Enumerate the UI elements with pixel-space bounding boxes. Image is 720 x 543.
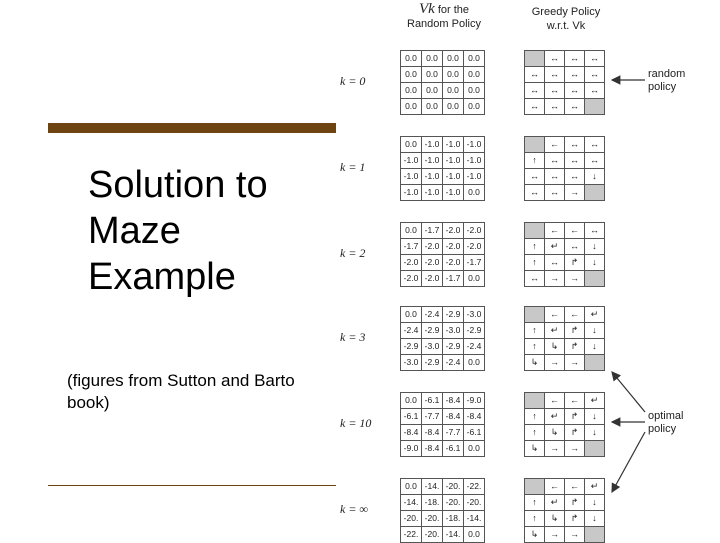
value-cell: -2.9 [401,339,422,355]
policy-cell: ↓ [585,255,605,271]
value-cell: -22. [464,479,485,495]
policy-cell: ↑ [525,323,545,339]
value-cell: -20. [443,479,464,495]
policy-cell: ↵ [585,307,605,323]
policy-cell: ↱ [565,495,585,511]
value-cell: -20. [464,495,485,511]
policy-cell: ↓ [585,169,605,185]
policy-cell: ← [565,479,585,495]
value-cell: 0.0 [464,527,485,543]
k-label: k = ∞ [340,502,368,516]
value-cell: -2.4 [464,339,485,355]
policy-cell: ↔ [545,51,565,67]
value-cell: -1.7 [422,223,443,239]
value-cell: -18. [422,495,443,511]
value-cell: -1.0 [422,169,443,185]
vk-symbol: Vk [418,1,435,17]
value-cell: -1.0 [443,185,464,201]
policy-cell: ↳ [525,441,545,457]
value-cell: -1.0 [401,185,422,201]
value-cell: 0.0 [401,479,422,495]
value-cell: -3.0 [422,339,443,355]
value-cell: -1.0 [422,185,443,201]
value-cell: -1.0 [422,137,443,153]
value-cell: 0.0 [464,185,485,201]
policy-cell: ↓ [585,323,605,339]
value-cell: -7.7 [422,409,443,425]
value-cell: -14. [401,495,422,511]
k-label: k = 10 [340,416,372,430]
value-cell: -1.7 [464,255,485,271]
value-cell: -1.0 [443,137,464,153]
k-label: k = 1 [340,160,366,174]
value-cell: 0.0 [422,99,443,115]
policy-cell: → [565,271,585,287]
policy-cell: ↔ [545,83,565,99]
policy-cell: ↑ [525,153,545,169]
value-cell: 0.0 [464,99,485,115]
policy-cell: ← [565,393,585,409]
value-cell: -6.1 [401,409,422,425]
policy-cell: ↔ [545,255,565,271]
policy-cell: ↔ [565,169,585,185]
value-cell: -2.9 [422,355,443,371]
policy-cell: ↵ [585,393,605,409]
random-policy-note: random policy [648,68,686,93]
policy-cell: ↓ [585,409,605,425]
value-cell: -14. [464,511,485,527]
value-cell: -2.9 [443,307,464,323]
policy-cell: → [565,441,585,457]
value-cell: -9.0 [464,393,485,409]
value-cell: -2.0 [422,255,443,271]
policy-cell: ↔ [585,153,605,169]
value-cell: -22. [401,527,422,543]
value-cell: -6.1 [422,393,443,409]
slide-title: Solution to Maze Example [88,164,268,298]
policy-cell: ↔ [565,67,585,83]
k-label: k = 0 [340,74,366,88]
value-cell: -20. [443,495,464,511]
policy-cell: ↳ [525,355,545,371]
value-cell: 0.0 [464,271,485,287]
policy-cell: ← [565,307,585,323]
policy-cell: ↔ [545,67,565,83]
value-cell: -6.1 [464,425,485,441]
policy-cell: ← [545,137,565,153]
k-label: k = 2 [340,246,366,260]
policy-cell: ↔ [585,67,605,83]
value-cell: -1.0 [443,169,464,185]
value-cell: -2.0 [464,223,485,239]
value-cell: -20. [422,511,443,527]
value-cell: 0.0 [464,51,485,67]
policy-cell: ← [545,393,565,409]
policy-cell: ↓ [585,511,605,527]
policy-cell: ↔ [525,83,545,99]
policy-cell: ↔ [565,137,585,153]
value-cell: -18. [443,511,464,527]
policy-cell: ← [545,307,565,323]
policy-cell: ↳ [525,527,545,543]
policy-cell: ← [545,223,565,239]
value-cell: -8.4 [464,409,485,425]
value-cell: -8.4 [443,409,464,425]
policy-cell: ↑ [525,495,545,511]
value-cell: -1.0 [464,137,485,153]
policy-cell: ↔ [545,153,565,169]
value-cell: -2.9 [443,339,464,355]
value-cell: -2.0 [422,271,443,287]
value-cell: -3.0 [401,355,422,371]
value-cell: 0.0 [401,223,422,239]
values-header-line2: Random Policy [407,18,481,30]
value-cell: 0.0 [401,393,422,409]
policy-cell: ↔ [565,99,585,115]
value-cell: -2.4 [422,307,443,323]
value-cell: -2.4 [443,355,464,371]
k-label: k = 3 [340,330,366,344]
value-cell: -1.7 [401,239,422,255]
value-cell: -1.0 [401,153,422,169]
value-cell: -8.4 [401,425,422,441]
figure-caption: (figures from Sutton and Barto book) [67,371,295,412]
value-cell: -1.0 [464,169,485,185]
value-cell: 0.0 [464,441,485,457]
value-cell: -1.0 [401,169,422,185]
policy-cell: ↑ [525,409,545,425]
policy-cell: ↳ [545,511,565,527]
value-cell: -6.1 [443,441,464,457]
policy-cell: ↵ [545,323,565,339]
policy-cell: ↱ [565,339,585,355]
policy-cell: ↵ [545,409,565,425]
value-cell: -1.0 [443,153,464,169]
value-cell: -2.0 [464,239,485,255]
value-cell: 0.0 [464,355,485,371]
policy-cell: ↔ [585,83,605,99]
policy-cell: ↔ [585,51,605,67]
policy-cell: ↑ [525,511,545,527]
policy-cell: ↔ [545,185,565,201]
policy-cell: ↳ [545,425,565,441]
value-cell: -3.0 [443,323,464,339]
policy-cell: ↔ [525,169,545,185]
policy-cell: ↱ [565,255,585,271]
policy-cell: → [565,355,585,371]
policy-cell: → [545,355,565,371]
policy-cell: ↓ [585,239,605,255]
value-cell: -2.4 [401,323,422,339]
policy-cell: ↑ [525,339,545,355]
value-cell: -2.0 [443,223,464,239]
value-cell: 0.0 [422,67,443,83]
value-cell: 0.0 [401,99,422,115]
policy-cell: ↑ [525,239,545,255]
value-cell: -1.0 [464,153,485,169]
policy-cell: ↔ [545,99,565,115]
policy-header-line2: w.r.t. Vk [546,20,586,32]
policy-cell: ↔ [525,271,545,287]
value-cell: 0.0 [443,51,464,67]
policy-cell: ↓ [585,339,605,355]
value-cell: 0.0 [401,51,422,67]
policy-cell: ↱ [565,511,585,527]
policy-cell: ↔ [565,83,585,99]
optimal-arrow-k3 [612,372,645,412]
policy-cell: ↔ [585,223,605,239]
value-cell: 0.0 [464,67,485,83]
value-cell: -1.0 [422,153,443,169]
value-cell: -20. [401,511,422,527]
policy-cell: ↔ [525,67,545,83]
value-cell: 0.0 [401,137,422,153]
policy-cell: ↑ [525,425,545,441]
policy-cell: ↔ [545,169,565,185]
value-cell: 0.0 [401,307,422,323]
value-cell: -7.7 [443,425,464,441]
policy-cell: ↑ [525,255,545,271]
policy-cell: ↔ [585,137,605,153]
policy-cell: → [545,271,565,287]
policy-cell: → [545,441,565,457]
policy-cell: → [545,527,565,543]
value-cell: -9.0 [401,441,422,457]
policy-cell: ↱ [565,323,585,339]
optimal-arrow-kinf [612,432,645,492]
value-cell: -8.4 [422,441,443,457]
value-cell: 0.0 [422,51,443,67]
policy-cell: ← [545,479,565,495]
value-cell: -2.0 [443,255,464,271]
policy-cell: ↔ [525,185,545,201]
value-cell: -2.9 [464,323,485,339]
value-cell: -14. [422,479,443,495]
value-cell: -2.0 [401,255,422,271]
value-cell: 0.0 [422,83,443,99]
policy-cell: → [565,185,585,201]
value-cell: 0.0 [464,83,485,99]
policy-cell: ↱ [565,425,585,441]
value-cell: 0.0 [443,67,464,83]
policy-cell: ↔ [565,51,585,67]
policy-cell: ↵ [585,479,605,495]
value-cell: -3.0 [464,307,485,323]
values-header-line1: for the [437,4,470,16]
value-cell: -8.4 [443,393,464,409]
optimal-policy-note: optimal policy [648,410,684,435]
value-cell: -2.0 [401,271,422,287]
policy-cell: ↔ [565,239,585,255]
policy-cell: ↔ [565,153,585,169]
policy-cell: ↵ [545,495,565,511]
value-cell: -14. [443,527,464,543]
value-cell: 0.0 [401,67,422,83]
policy-cell: ← [565,223,585,239]
value-cell: 0.0 [443,83,464,99]
policy-cell: ↱ [565,409,585,425]
policy-cell: → [565,527,585,543]
value-cell: -2.9 [422,323,443,339]
value-cell: -8.4 [422,425,443,441]
policy-cell: ↳ [545,339,565,355]
policy-cell: ↓ [585,425,605,441]
value-cell: -20. [422,527,443,543]
value-cell: 0.0 [401,83,422,99]
value-cell: -2.0 [443,239,464,255]
value-cell: -1.7 [443,271,464,287]
value-cell: 0.0 [443,99,464,115]
policy-header-line1: Greedy Policy [531,6,601,18]
policy-cell: ↓ [585,495,605,511]
policy-cell: ↵ [545,239,565,255]
value-cell: -2.0 [422,239,443,255]
policy-cell: ↔ [525,99,545,115]
